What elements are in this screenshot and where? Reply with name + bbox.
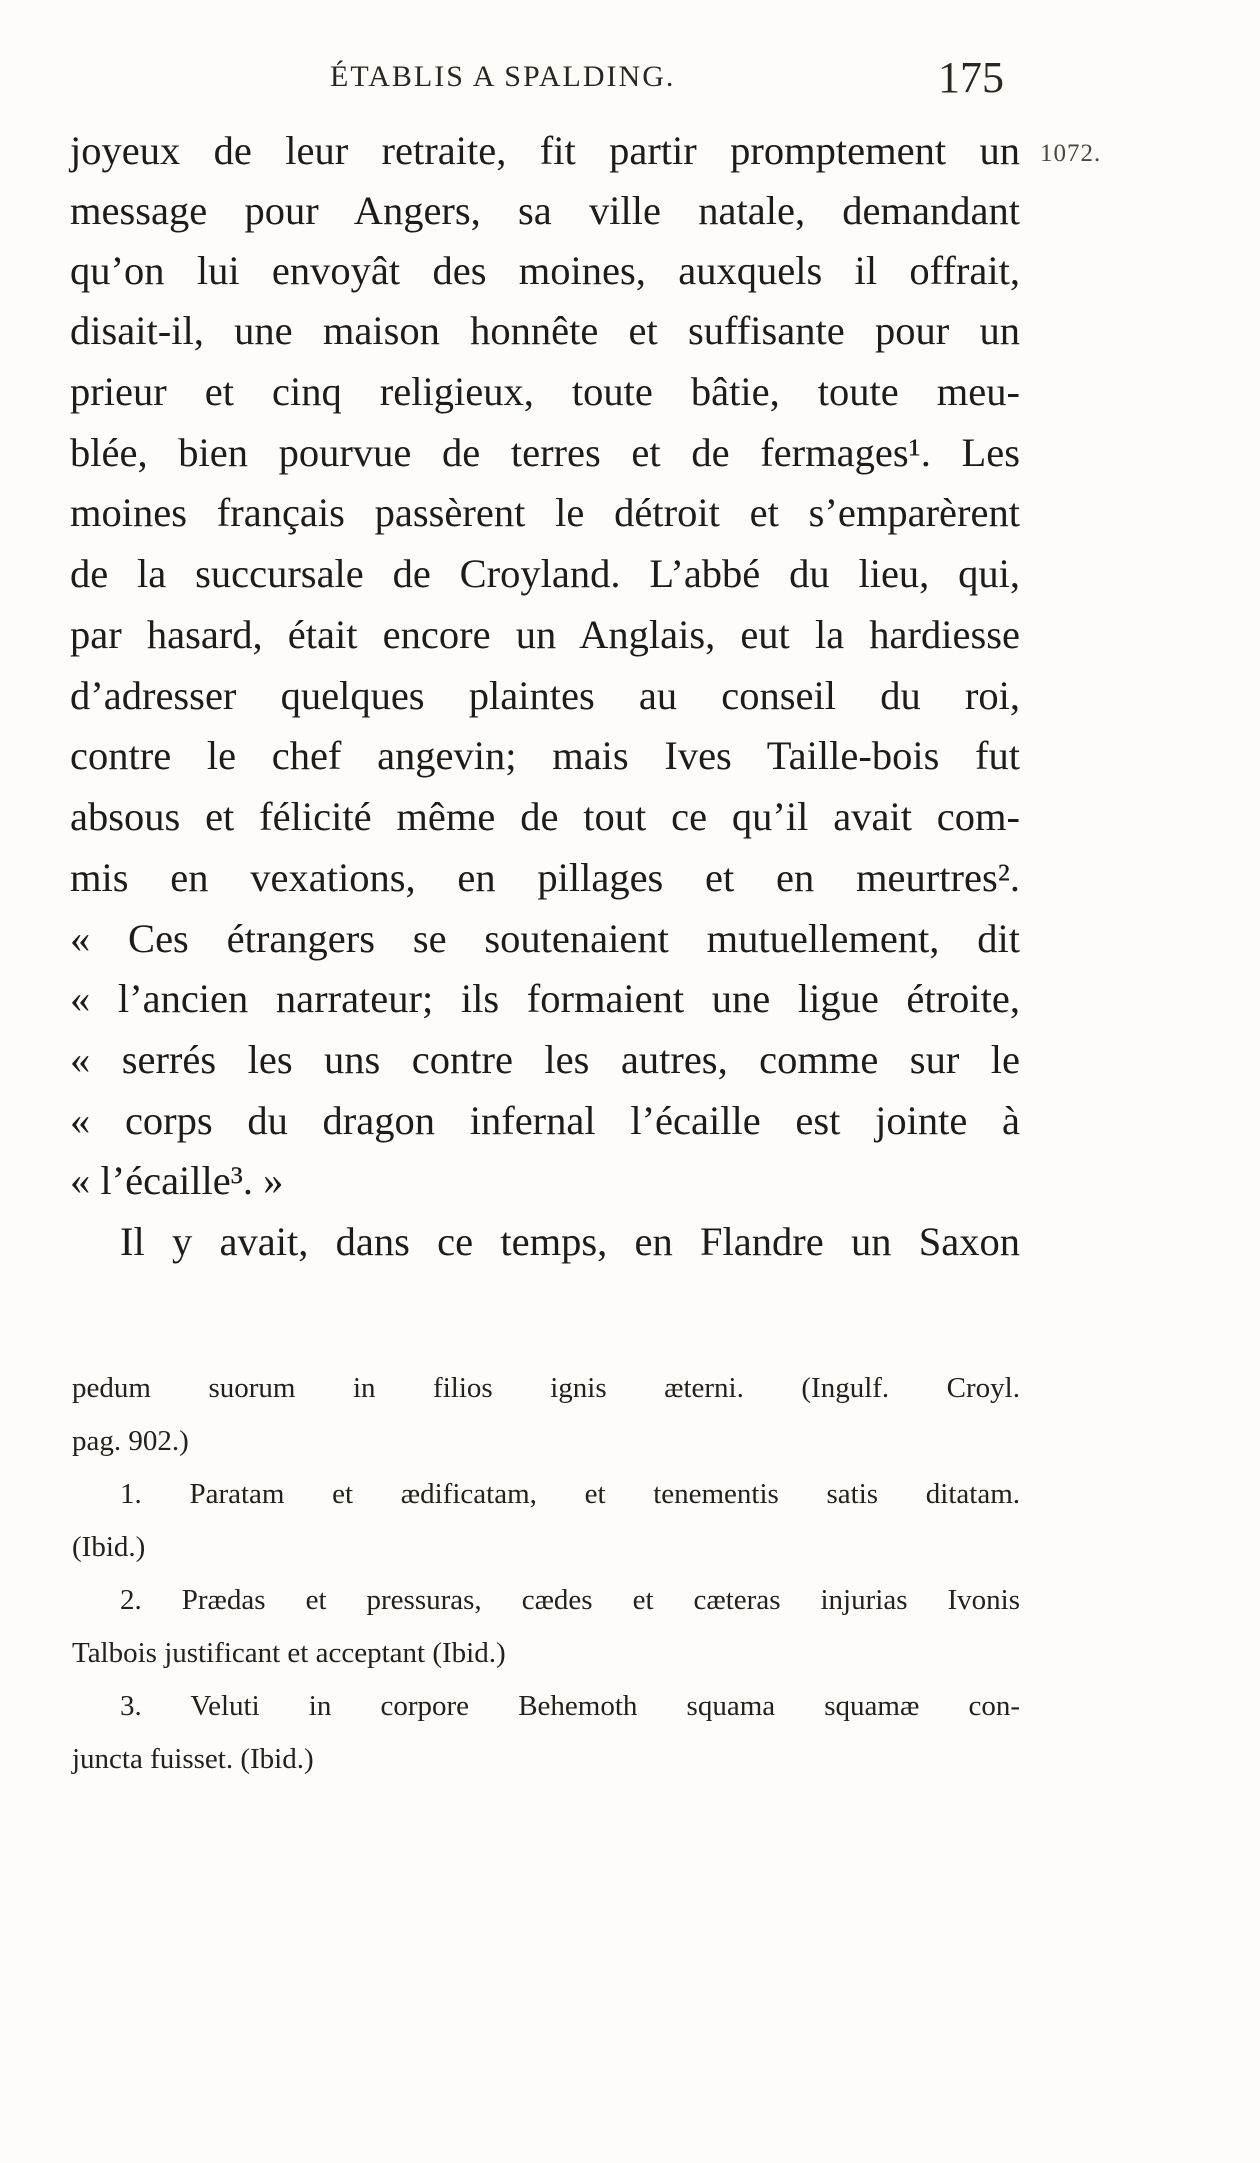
footnote-line: 1. Paratam et ædificatam, et tenementis satis ditatam. — [120, 1478, 1020, 1510]
page-number: 175 — [938, 53, 1004, 102]
body-line-paragraph-start: Il y avait, dans ce temps, en Flandre un Saxon — [120, 1219, 1020, 1264]
footnote-line: 2. Prædas et pressuras, cædes et cæteras injurias Ivonis — [120, 1584, 1020, 1616]
body-line: « corps du dragon infernal l’écaille est jointe à — [70, 1098, 1020, 1143]
body-line: par hasard, était encore un Anglais, eut la hardiesse — [70, 612, 1020, 657]
footnote-line: pedum suorum in filios ignis æterni. (Ingulf. Croyl. — [72, 1372, 1020, 1404]
body-line: absous et félicité même de tout ce qu’il avait com- — [70, 794, 1020, 839]
body-line: blée, bien pourvue de terres et de fermages¹. Les — [70, 430, 1020, 475]
body-line: de la succursale de Croyland. L’abbé du lieu, qui, — [70, 551, 1020, 596]
body-line: « l’ancien narrateur; ils formaient une ligue étroite, — [70, 976, 1020, 1021]
footnote-line: 3. Veluti in corpore Behemoth squama squamæ con- — [120, 1690, 1020, 1722]
body-line: « l’écaille³. » — [70, 1158, 284, 1203]
body-line: d’adresser quelques plaintes au conseil du roi, — [70, 673, 1020, 718]
footnote-line: Talbois justificant et acceptant (Ibid.) — [72, 1637, 506, 1669]
body-line: disait-il, une maison honnête et suffisante pour un — [70, 308, 1020, 353]
body-line: « Ces étrangers se soutenaient mutuellement, dit — [70, 916, 1020, 961]
body-line: message pour Angers, sa ville natale, demandant — [70, 188, 1020, 233]
body-line: contre le chef angevin; mais Ives Taille-bois fut — [70, 733, 1020, 778]
body-line: moines français passèrent le détroit et s’emparèrent — [70, 490, 1020, 535]
footnote-line: juncta fuisset. (Ibid.) — [72, 1743, 314, 1775]
footnote-line: (Ibid.) — [72, 1531, 146, 1563]
body-line: prieur et cinq religieux, toute bâtie, toute meu- — [70, 369, 1020, 414]
body-line: qu’on lui envoyât des moines, auxquels il offrait, — [70, 248, 1020, 293]
margin-year-note: 1072. — [1040, 140, 1102, 167]
body-line: joyeux de leur retraite, fit partir promptement un — [70, 128, 1020, 173]
body-line: « serrés les uns contre les autres, comme sur le — [70, 1037, 1020, 1082]
footnote-line: pag. 902.) — [72, 1425, 189, 1457]
running-head-title: ÉTABLIS A SPALDING. — [330, 60, 676, 93]
body-line: mis en vexations, en pillages et en meurtres². — [70, 855, 1020, 900]
